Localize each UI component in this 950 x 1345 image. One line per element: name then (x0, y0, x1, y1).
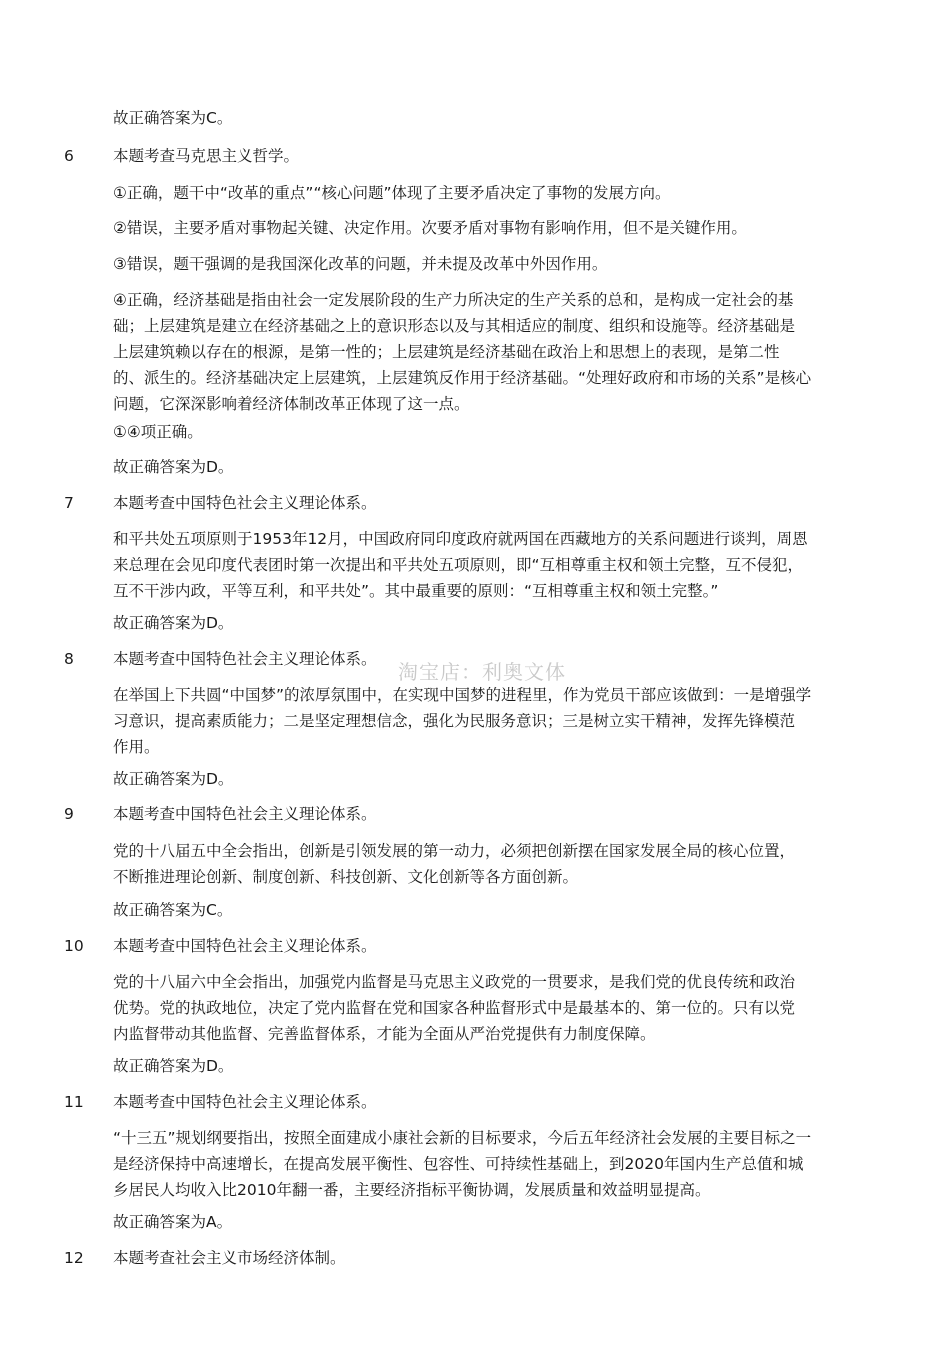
paragraph-line: ④正确，经济基础是指由社会一定发展阶段的生产力所决定的生产关系的总和，是构成一定社会的基 (113, 291, 794, 309)
explanation-paragraph (113, 969, 865, 1047)
answer-line: 故正确答案为D。 (113, 458, 234, 476)
question-topic-8: 本题考查中国特色社会主义理论体系。 (113, 650, 377, 668)
paragraph-line: 和平共处五项原则于1953年12月，中国政府同印度政府就两国在西藏地方的关系问题进行谈判，周恩 (113, 530, 808, 548)
paragraph-line: 乡居民人均收入比2010年翻一番，主要经济指标平衡协调，发展质量和效益明显提高。 (113, 1181, 711, 1199)
question-number-12: 12 (64, 1249, 84, 1267)
paragraph-line: 党的十八届五中全会指出，创新是引领发展的第一动力，必须把创新摆在国家发展全局的核心位置， (113, 842, 796, 860)
explanation-paragraph: ③错误，题干强调的是我国深化改革的问题，并未提及改革中外因作用。 (113, 255, 608, 273)
question-number-10: 10 (64, 937, 84, 955)
paragraph-line: “十三五”规划纲要指出，按照全面建成小康社会新的目标要求，今后五年经济社会发展的主要目标之一 (113, 1129, 812, 1147)
question-topic-6: 本题考查马克思主义哲学。 (113, 147, 300, 165)
question-topic-12: 本题考查社会主义市场经济体制。 (113, 1249, 346, 1267)
paragraph-line: 础；上层建筑是建立在经济基础之上的意识形态以及与其相适应的制度、组织和设施等。经济基础是 (113, 317, 796, 335)
paragraph-line: 在举国上下共圆“中国梦”的浓厚氛围中，在实现中国梦的进程里，作为党员干部应该做到：一是增强学 (113, 686, 812, 704)
answer-line: 故正确答案为D。 (113, 1057, 234, 1075)
question-number-7: 7 (64, 494, 74, 512)
paragraph-line: 习意识，提高素质能力；二是坚定理想信念，强化为民服务意识；三是树立实干精神，发挥先锋模范 (113, 712, 796, 730)
question-number-11: 11 (64, 1093, 84, 1111)
paragraph-line: 内监督带动其他监督、完善监督体系，才能为全面从严治党提供有力制度保障。 (113, 1025, 656, 1043)
paragraph-line: 的、派生的。经济基础决定上层建筑，上层建筑反作用于经济基础。“处理好政府和市场的关系”是核心 (113, 369, 812, 387)
paragraph-line: 优势。党的执政地位，决定了党内监督在党和国家各种监督形式中是最基本的、第一位的。只有以党 (113, 999, 796, 1017)
answer-line: 故正确答案为D。 (113, 770, 234, 788)
paragraph-line: 不断推进理论创新、制度创新、科技创新、文化创新等各方面创新。 (113, 868, 579, 886)
question-topic-9: 本题考查中国特色社会主义理论体系。 (113, 805, 377, 823)
paragraph-line: 作用。 (113, 738, 160, 756)
answer-line: 故正确答案为C。 (113, 901, 233, 919)
explanation-paragraph (113, 1125, 865, 1203)
paragraph-line: 来总理在会见印度代表团时第一次提出和平共处五项原则，即“互相尊重主权和领土完整，互不侵犯， (113, 556, 804, 574)
explanation-paragraph: ②错误，主要矛盾对事物起关键、决定作用。次要矛盾对事物有影响作用，但不是关键作用。 (113, 219, 747, 237)
question-topic-7: 本题考查中国特色社会主义理论体系。 (113, 494, 377, 512)
question-number-6: 6 (64, 147, 74, 165)
question-topic-10: 本题考查中国特色社会主义理论体系。 (113, 937, 377, 955)
explanation-paragraph (113, 526, 865, 604)
explanation-paragraph: ①正确，题干中“改革的重点”“核心问题”体现了主要矛盾决定了事物的发展方向。 (113, 184, 671, 202)
explanation-paragraph (113, 287, 865, 417)
paragraph-line: 互不干涉内政，平等互利，和平共处”。其中最重要的原则：“互相尊重主权和领土完整。” (113, 582, 719, 600)
paragraph-line: 上层建筑赖以存在的根源，是第一性的；上层建筑是经济基础在政治上和思想上的表现，是第二性 (113, 343, 780, 361)
explanation-paragraph: ①④项正确。 (113, 423, 203, 441)
paragraph-line: 是经济保持中高速增长，在提高发展平衡性、包容性、可持续性基础上，到2020年国内生产总值和城 (113, 1155, 804, 1173)
answer-line: 故正确答案为A。 (113, 1213, 233, 1231)
answer-line: 故正确答案为D。 (113, 614, 234, 632)
question-topic-11: 本题考查中国特色社会主义理论体系。 (113, 1093, 377, 1111)
question-number-8: 8 (64, 650, 74, 668)
answer-line: 故正确答案为C。 (113, 109, 233, 127)
question-number-9: 9 (64, 805, 74, 823)
paragraph-line: 问题，它深深影响着经济体制改革正体现了这一点。 (113, 395, 470, 413)
explanation-paragraph (113, 682, 865, 760)
watermark: 淘宝店：利奥文体 (398, 660, 566, 684)
paragraph-line: 党的十八届六中全会指出，加强党内监督是马克思主义政党的一贯要求，是我们党的优良传统和政治 (113, 973, 796, 991)
explanation-paragraph (113, 838, 865, 890)
